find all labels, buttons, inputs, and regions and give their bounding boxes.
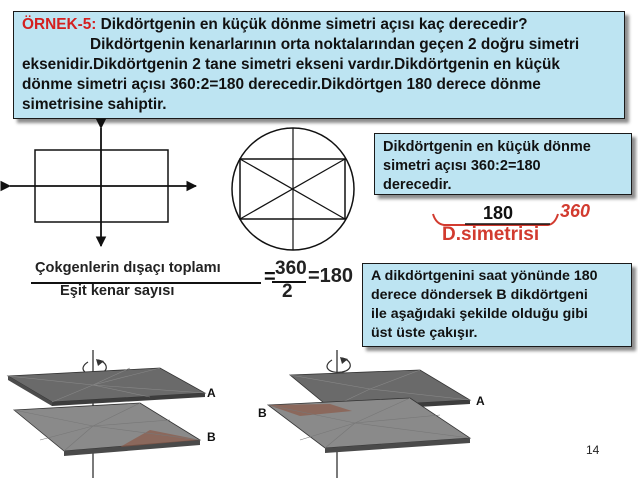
rectangle-with-axes <box>10 128 196 246</box>
rotation-illustration-left <box>8 350 205 478</box>
rotation-angle-line-1: Dikdörtgenin en küçük dönme <box>383 139 591 155</box>
rotation-explanation-line-2: derece döndersek B dikdörtgeni <box>371 287 588 303</box>
formula-numerator-text: Çokgenlerin dışaçı toplamı <box>35 260 221 276</box>
fraction-numerator: 180 <box>483 203 514 223</box>
formula-equals: = <box>264 266 276 288</box>
formula-result: =180 <box>308 265 354 287</box>
fraction-caption: D.simetrisi <box>442 224 540 245</box>
rotation-explanation-line-4: üst üste çakışır. <box>371 325 478 341</box>
explanation-line-4: dönme simetri açısı 360:2=180 derecedir.Dikdörtgen 180 derece dönme <box>22 76 541 93</box>
right-plate-a-label: A <box>476 394 485 408</box>
circle-with-rectangle <box>232 128 354 250</box>
example-question: Dikdörtgenin en küçük dönme simetri açısı kaç derecedir? <box>96 16 528 33</box>
rotation-angle-line-2: simetri açısı 360:2=180 <box>383 158 541 174</box>
formula-denominator-text: Eşit kenar sayısı <box>60 283 175 299</box>
explanation-line-5: simetrisine sahiptir. <box>22 96 167 113</box>
right-plate-b-label: B <box>258 406 267 420</box>
explanation-line-3: eksenidir.Dikdörtgenin 2 tane simetri ekseni vardır.Dikdörtgenin en küçük <box>22 56 560 73</box>
rotation-angle-box <box>374 133 632 195</box>
fraction-denominator: 360 <box>560 201 591 221</box>
page-number: 14 <box>586 443 600 457</box>
example-lead: ÖRNEK-5: <box>22 16 97 33</box>
rotation-explanation-box <box>362 263 632 347</box>
formula-frac-denominator: 2 <box>282 281 293 302</box>
rotation-explanation-line-1: A dikdörtgenini saat yönünde 180 <box>371 268 598 284</box>
rotation-explanation-line-3: ile aşağıdaki şekilde olduğu gibi <box>371 306 588 322</box>
left-plate-b-label: B <box>207 430 216 444</box>
left-plate-a-label: A <box>207 386 216 400</box>
explanation-line-2: Dikdörtgenin kenarlarının orta noktalarından geçen 2 doğru simetri <box>90 36 580 53</box>
rotation-angle-line-3: derecedir. <box>383 177 452 193</box>
rotation-illustration-right <box>268 350 470 478</box>
formula-frac-numerator: 360 <box>275 258 307 279</box>
